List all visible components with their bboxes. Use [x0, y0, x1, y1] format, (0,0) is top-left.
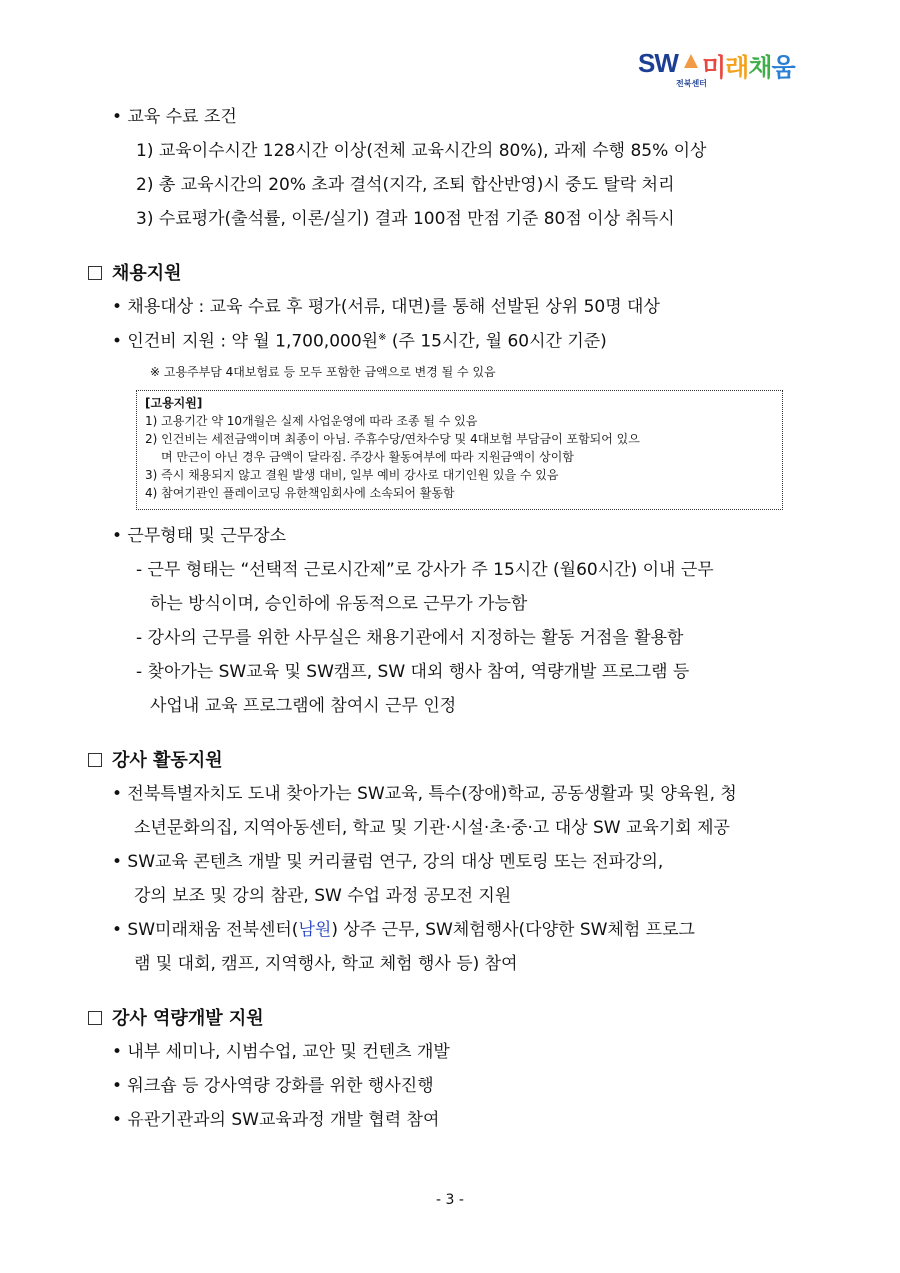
sw-mirae-logo	[638, 48, 818, 88]
notice-line: 2) 인건비는 세전금액이며 최종이 아님. 주휴수당/연차수당 및 4대보험 부담금이 포함되어 있으	[145, 432, 640, 446]
checkbox-square-icon	[88, 753, 102, 767]
logo-sw-text: SW	[638, 48, 678, 78]
activity-line-2: 소년문화의집, 지역아동센터, 학교 및 기관·시설·초·중·고 대상 SW 교육기회 제공	[134, 818, 730, 838]
dev-line-2: • 워크숍 등 강사역량 강화를 위한 행사진행	[112, 1076, 434, 1096]
notice-line: 4) 참여기관인 플레이코딩 유한책임회사에 소속되어 활동함	[145, 486, 455, 500]
activity-line-5: • SW미래채움 전북센터(남원) 상주 근무, SW체험행사(다양한 SW체험 프로그	[112, 920, 695, 940]
checkbox-square-icon	[88, 1011, 102, 1025]
activity-line-6: 램 및 대회, 캠프, 지역행사, 학교 체험 행사 등) 참여	[134, 954, 518, 974]
work-line-4: - 찾아가는 SW교육 및 SW캠프, SW 대외 행사 참여, 역량개발 프로그램 등	[136, 662, 690, 682]
notice-line: 며 만근이 아닌 경우 금액이 달라짐. 주강사 활동여부에 따라 지원금액이 상이함	[161, 450, 574, 464]
edu-completion-bullet: • 교육 수료 조건	[112, 107, 237, 127]
edu-item-1: 1) 교육이수시간 128시간 이상(전체 교육시간의 80%), 과제 수행 85% 이상	[136, 141, 707, 161]
activity-heading: 강사 활동지원	[88, 752, 223, 770]
work-bullet: • 근무형태 및 근무장소	[112, 526, 287, 546]
activity-line-1: • 전북특별자치도 도내 찾아가는 SW교육, 특수(장애)학교, 공동생활과 및 양육원, 청	[112, 784, 737, 804]
notice-line: 3) 즉시 채용되지 않고 결원 발생 대비, 일부 예비 강사로 대기인원 있을 수 있음	[145, 468, 559, 482]
logo-center-text: 전북센터	[676, 79, 707, 88]
notice-line: 1) 고용기간 약 10개월은 실제 사업운영에 따라 조종 될 수 있음	[145, 414, 478, 428]
edu-item-2: 2) 총 교육시간의 20% 초과 결석(지각, 조퇴 합산반영)시 중도 탈락 처리	[136, 175, 675, 195]
logo-mirae-text: 미래채움	[702, 53, 795, 82]
hire-note: ※ 고용주부담 4대보험료 등 모두 포함한 금액으로 변경 될 수 있음	[150, 365, 496, 379]
page-number: - 3 -	[436, 1192, 464, 1208]
activity-line-3: • SW교육 콘텐츠 개발 및 커리큘럼 연구, 강의 대상 멘토링 또는 전파강의,	[112, 852, 664, 872]
hire-salary: • 인건비 지원 : 약 월 1,700,000원※ (주 15시간, 월 60시간 기준)	[112, 331, 607, 352]
edu-item-3: 3) 수료평가(출석률, 이론/실기) 결과 100점 만점 기준 80점 이상 취득시	[136, 209, 675, 229]
hire-heading: 채용지원	[88, 265, 182, 283]
work-line-2: 하는 방식이며, 승인하에 유동적으로 근무가 가능함	[150, 594, 528, 614]
work-line-5: 사업내 교육 프로그램에 참여시 근무 인정	[150, 696, 457, 716]
employment-notice-box	[136, 390, 783, 510]
work-line-3: - 강사의 근무를 위한 사무실은 채용기관에서 지정하는 활동 거점을 활용함	[136, 628, 684, 648]
logo-triangle-icon	[684, 54, 698, 68]
work-line-1: - 근무 형태는 “선택적 근로시간제”로 강사가 주 15시간 (월60시간) 이내 근무	[136, 560, 714, 580]
highlight-namwon: 남원	[298, 920, 332, 940]
activity-line-4: 강의 보조 및 강의 참관, SW 수업 과정 공모전 지원	[134, 886, 512, 906]
dev-heading: 강사 역량개발 지원	[88, 1010, 264, 1028]
hire-target: • 채용대상 : 교육 수료 후 평가(서류, 대면)를 통해 선발된 상위 50명 대상	[112, 297, 660, 317]
dev-line-3: • 유관기관과의 SW교육과정 개발 협력 참여	[112, 1110, 440, 1130]
checkbox-square-icon	[88, 266, 102, 280]
notice-title: [고용지원]	[145, 396, 203, 410]
dev-line-1: • 내부 세미나, 시범수업, 교안 및 컨텐츠 개발	[112, 1042, 450, 1062]
